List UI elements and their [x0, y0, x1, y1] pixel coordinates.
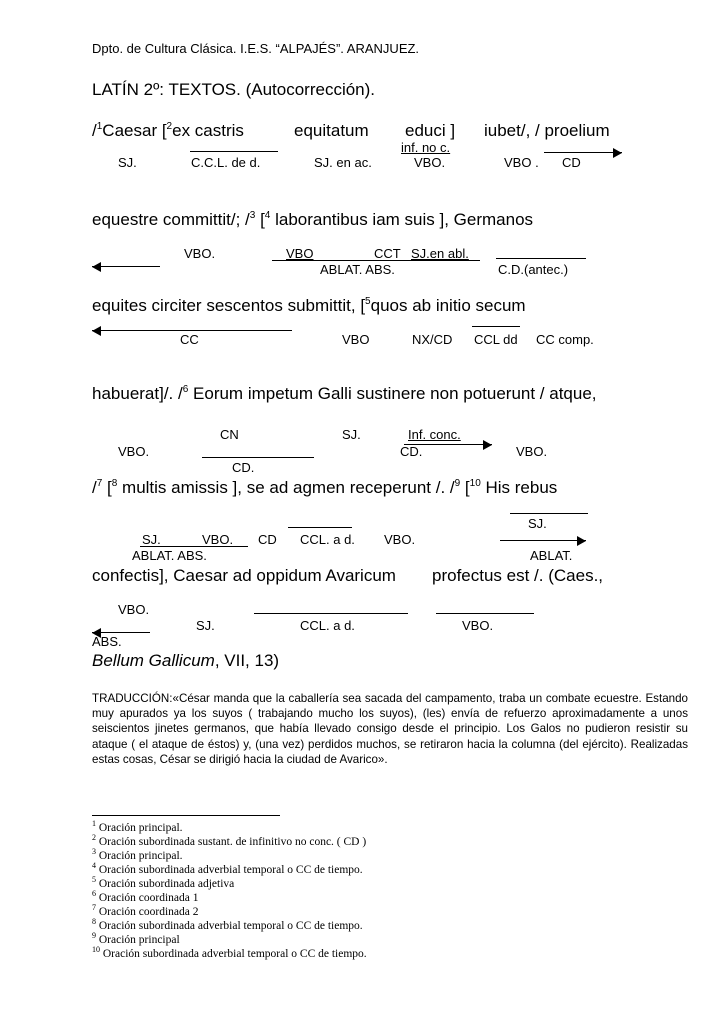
annotation: CCL. a d. [300, 618, 355, 633]
annotation: C.D.(antec.) [498, 262, 569, 277]
underline [436, 613, 534, 614]
annotation: SJ. en ac. [314, 155, 372, 170]
annotation: SJ. [196, 618, 215, 633]
annotation: VBO . [504, 155, 539, 170]
annotation: VBO. [462, 618, 494, 633]
citation: Bellum Gallicum, VII, 13) [92, 651, 280, 670]
annotation: CCT [374, 246, 401, 261]
latin-line-2: equestre committit/; /$^3$ [$^4$ laborantibus iam suis ], Germanos [92, 210, 534, 229]
page-header: Dpto. de Cultura Clásica. I.E.S. “ALPAJÉS”. ARANJUEZ. [92, 41, 420, 56]
underline [202, 457, 314, 458]
annotation: VBO. [516, 444, 548, 459]
footnote: $^8$ Oración subordinada adverbial temporal o CC de tiempo. [92, 917, 363, 932]
annotation: VBO [342, 332, 370, 347]
underline [510, 513, 588, 514]
latin-text-segment: /$^1$Caesar [$^2$ex castris [92, 121, 244, 140]
footnote: $^2$ Oración subordinada sustant. de infinitivo no conc. ( CD ) [92, 833, 367, 848]
annotation: SJ. [342, 427, 361, 442]
underline [254, 613, 408, 614]
annotation: VBO. [414, 155, 446, 170]
annotation: SJ. [118, 155, 137, 170]
footnote: $^1$ Oración principal. [92, 819, 183, 834]
underline [190, 151, 278, 152]
translation-paragraph: TRADUCCIÓN:«César manda que la caballería sea sacada del campamento, traba un combate ecuestre. Estando muy apurados ya los suyos ( trabajando mucho los suyos), (les) envía de refuerzo aproximadamente a unos seiscientos jinetes germanos, que había llevado consigo desde el principio. Los Galos no pudieron resistir su ataque ( el ataque de éstos) y, (una vez) perdidos muchos, se retiraron hacia la columna (del ejército). Realizadas estas cosas, César se dirigió hacia la ciudad de Avarico». [92, 692, 688, 766]
footnote: $^3$ Oración principal. [92, 847, 183, 862]
footnote: $^7$ Oración coordinada 2 [92, 903, 199, 918]
underline [288, 527, 352, 528]
footnote: $^{10}$ Oración subordinada adverbial temporal o CC de tiempo. [92, 945, 367, 960]
annotation: CD. [232, 460, 255, 475]
page-title: LATÍN 2º: TEXTOS. (Autocorrección). [92, 80, 376, 99]
annotation: VBO. [184, 246, 216, 261]
annotation: SJ.en abl. [411, 246, 469, 261]
annotation: CC [180, 332, 199, 347]
arrow-left-icon [92, 262, 160, 272]
underline [496, 258, 586, 259]
latin-word: iubet/, / proelium [484, 121, 610, 140]
annotation: Inf. conc. [408, 427, 461, 442]
latin-word: educi ] [405, 121, 456, 140]
annotation: VBO. [384, 532, 416, 547]
footnote: $^4$ Oración subordinada adverbial temporal o CC de tiempo. [92, 861, 363, 876]
latin-line-3: equites circiter sescentos submittit, [$^5$quos ab initio secum [92, 296, 526, 315]
annotation: SJ. [528, 516, 547, 531]
annotation: ABLAT. ABS. [320, 262, 395, 277]
latin-line-6b: profectus est /. (Caes., [432, 566, 604, 585]
annotation: VBO. [118, 602, 150, 617]
annotation: CD [258, 532, 277, 547]
annotation: CCL. a d. [300, 532, 355, 547]
annotation: CN [220, 427, 239, 442]
annotation: NX/CD [412, 332, 453, 347]
underline [140, 546, 248, 547]
latin-line-6a: confectis], Caesar ad oppidum Avaricum [92, 566, 396, 585]
footnote: $^9$ Oración principal [92, 931, 180, 946]
arrow-right-icon [544, 148, 622, 158]
latin-line-5: /$^7$ [$^8$ multis amissis ], se ad agmen receperunt /. /$^9$ [$^{10}$ His rebus [92, 478, 558, 497]
annotation: C.C.L. de d. [191, 155, 261, 170]
arrow-right-icon [500, 536, 586, 546]
footnote: $^5$ Oración subordinada adjetiva [92, 875, 235, 890]
latin-word: equitatum [294, 121, 369, 140]
annotation: CD [562, 155, 581, 170]
annotation: inf. no c. [401, 140, 451, 155]
annotation: ABLAT. [530, 548, 573, 563]
footnote: $^6$ Oración coordinada 1 [92, 889, 199, 904]
underline [472, 326, 520, 327]
annotation: ABS. [92, 634, 122, 649]
annotation: ABLAT. ABS. [132, 548, 207, 563]
annotation: CC comp. [536, 332, 594, 347]
annotation: VBO [286, 246, 314, 261]
annotation: VBO. [118, 444, 150, 459]
annotation: CCL dd [474, 332, 518, 347]
latin-line-4: habuerat]/. /$^6$ Eorum impetum Galli sustinere non potuerunt / atque, [92, 384, 597, 403]
annotation: VBO. [202, 532, 234, 547]
annotation: CD. [400, 444, 423, 459]
annotation: SJ. [142, 532, 161, 547]
footnote-separator [92, 815, 280, 816]
